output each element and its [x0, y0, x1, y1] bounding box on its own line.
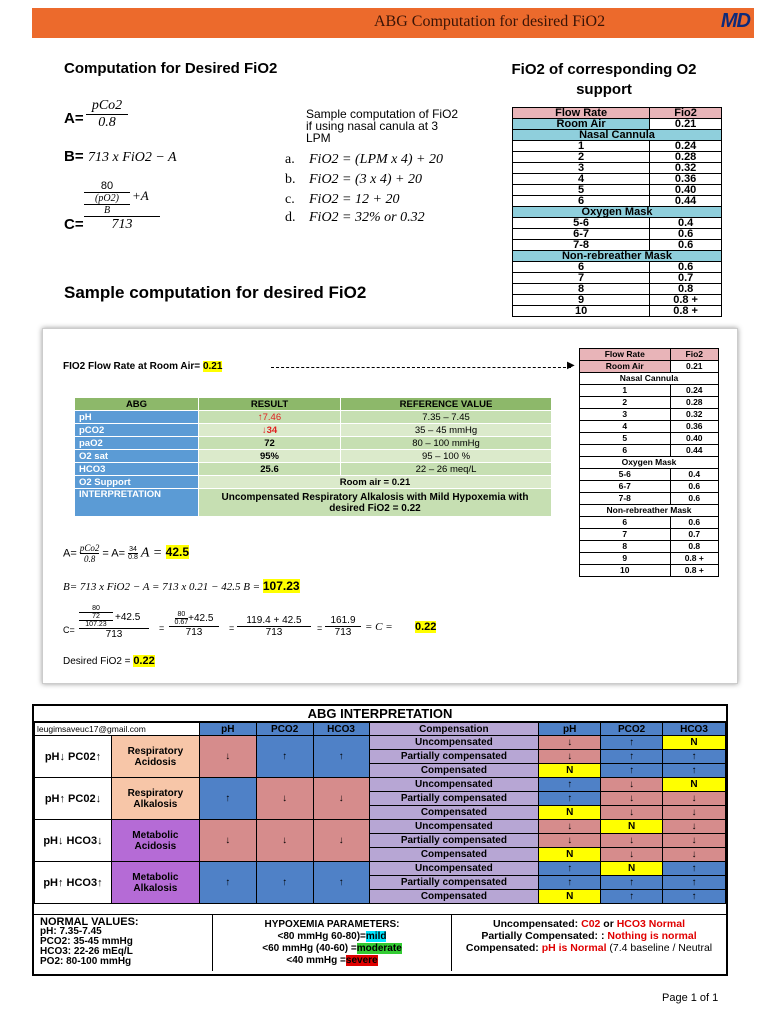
calc-c: C= 80 72 107.23 +42.5 713 = $\frac{80}{0.67}+42.5$ 713 = 119.4 + 42.5 713 = 161.9 713 = C = 0.22	[63, 605, 437, 640]
header-bar	[32, 8, 754, 38]
header-title: ABG Computation for desired FiO2	[374, 13, 606, 30]
arrow-line	[271, 367, 571, 368]
calc-a: A= pCo2 0.8 = A= $\frac{34}{0.8}$ A = 42.5	[63, 543, 190, 564]
section-title: Computation for Desired FiO2	[64, 60, 278, 77]
flow-rate-line: FIO2 Flow Rate at Room Air= 0.21	[63, 361, 223, 372]
fio-title: FiO2 of corresponding O2 support	[511, 61, 697, 98]
page-number: Page 1 of 1	[662, 992, 719, 1004]
section2-title: Sample computation for desired FiO2	[64, 283, 367, 302]
sample-steps: a. FiO2 = (LPM x 4) + 20 b. FiO2 = (3 x 4) + 20 c. FiO2 = 12 + 20 d. FiO2 = 32% or 0.32	[285, 152, 443, 225]
brand-logo: MD	[720, 10, 750, 32]
fio2-small-table: Flow Rate Fio2 Room Air 0.21 Nasal Cannula 1 0.24 2 0.28 3 0.32 4 0.36 5 0.40 6 0.44 Oxygen Mask 5-6 0.4 6-7 0.6 7-8 0.6 Non-rebreather Mask 6 0.6 7 0.7 8 0.8 9 0.8 + 10 0.8 +	[579, 348, 719, 577]
fio2-table: Flow Rate Fio2 Room Air 0.21 Nasal Cannula 1 0.24 2 0.28 3 0.32 4 0.36 5 0.40 6 0.44 Oxygen Mask 5-6 0.4 6-7 0.6 7-8 0.6 Non-rebreather Mask 6 0.6 7 0.7 8 0.8 9 0.8 + 10 0.8 +	[512, 107, 722, 317]
formula-c: C= 80 (pO2) B +A 713	[64, 180, 174, 242]
interp-table: leugimsaveuc17@gmail.com pH PCO2 HCO3 Compensation pH PCO2 HCO3 pH↓ PC02↑ Respiratory Acidosis ↓ ↑ ↑ Uncompensated ↓ ↑ N Partially compensated ↓ ↑ ↑ Compensated N ↑ ↑ pH↑ PC02↓ Respiratory Alkalosis ↑ ↓ ↓ Uncompensated ↑ ↓ N Partially compensated ↑ ↓ ↓ Compensated N ↓ ↓ pH↓ HCO3↓ Metabolic Acidosis ↓ ↓ ↓ Uncompensated ↓ N ↓ Partially compensated ↓ ↓ ↓ Compensated N ↓ ↓ pH↑ HCO3↑ Metabolic Alkalosis ↑ ↑ ↑ Uncompensated ↑ N ↑ Partially compensated ↑ ↑ ↑ Compensated N ↑ ↑	[34, 722, 726, 904]
compensation-legend: Uncompensated: C02 or HCO3 Normal Partially Compensated: : Nothing is normal Compensated: pH is Normal (7.4 baseline / Neutral	[465, 918, 713, 954]
interp-block	[32, 704, 728, 976]
desired-fio2: Desired FiO2 = 0.22	[63, 655, 155, 667]
calc-b: B= 713 x FiO2 − A = 713 x 0.21 − 42.5 B = 107.23	[63, 579, 300, 593]
arrow-head-icon: ▶	[567, 360, 575, 371]
hypoxemia-box: HYPOXEMIA PARAMETERS: <80 mmHg 60-80)=mild <60 mmHg (40-60) =moderate <40 mmHg =severe	[212, 915, 452, 971]
interp-title: ABG INTERPRETATION	[34, 706, 726, 722]
sample-panel	[42, 328, 738, 684]
interp-footer	[34, 914, 726, 974]
formula-b: B= 713 x FiO2 − A	[64, 148, 177, 165]
abg-table: ABG RESULT REFERENCE VALUE pH ↑7.46 7.35 – 7.45 pCO2 ↓34 35 – 45 mmHg paO2 72 80 – 100 mmHg O2 sat 95% 95 – 100 % HCO3 25.6 22 – 26 meq/L O2 Support Room air = 0.21 INTERPRETATION Uncompensated Respiratory Alkalosis with Mild Hypoxemia with desired FiO2 = 0.22	[74, 397, 552, 517]
normal-values: NORMAL VALUES: pH: 7.35-7.45 PCO2: 35-45 mmHg HCO3: 22-26 mEq/L PO2: 80-100 mmHg	[40, 916, 139, 967]
sample-note: Sample computation of FiO2 if using nasal canula at 3 LPM	[306, 107, 459, 145]
